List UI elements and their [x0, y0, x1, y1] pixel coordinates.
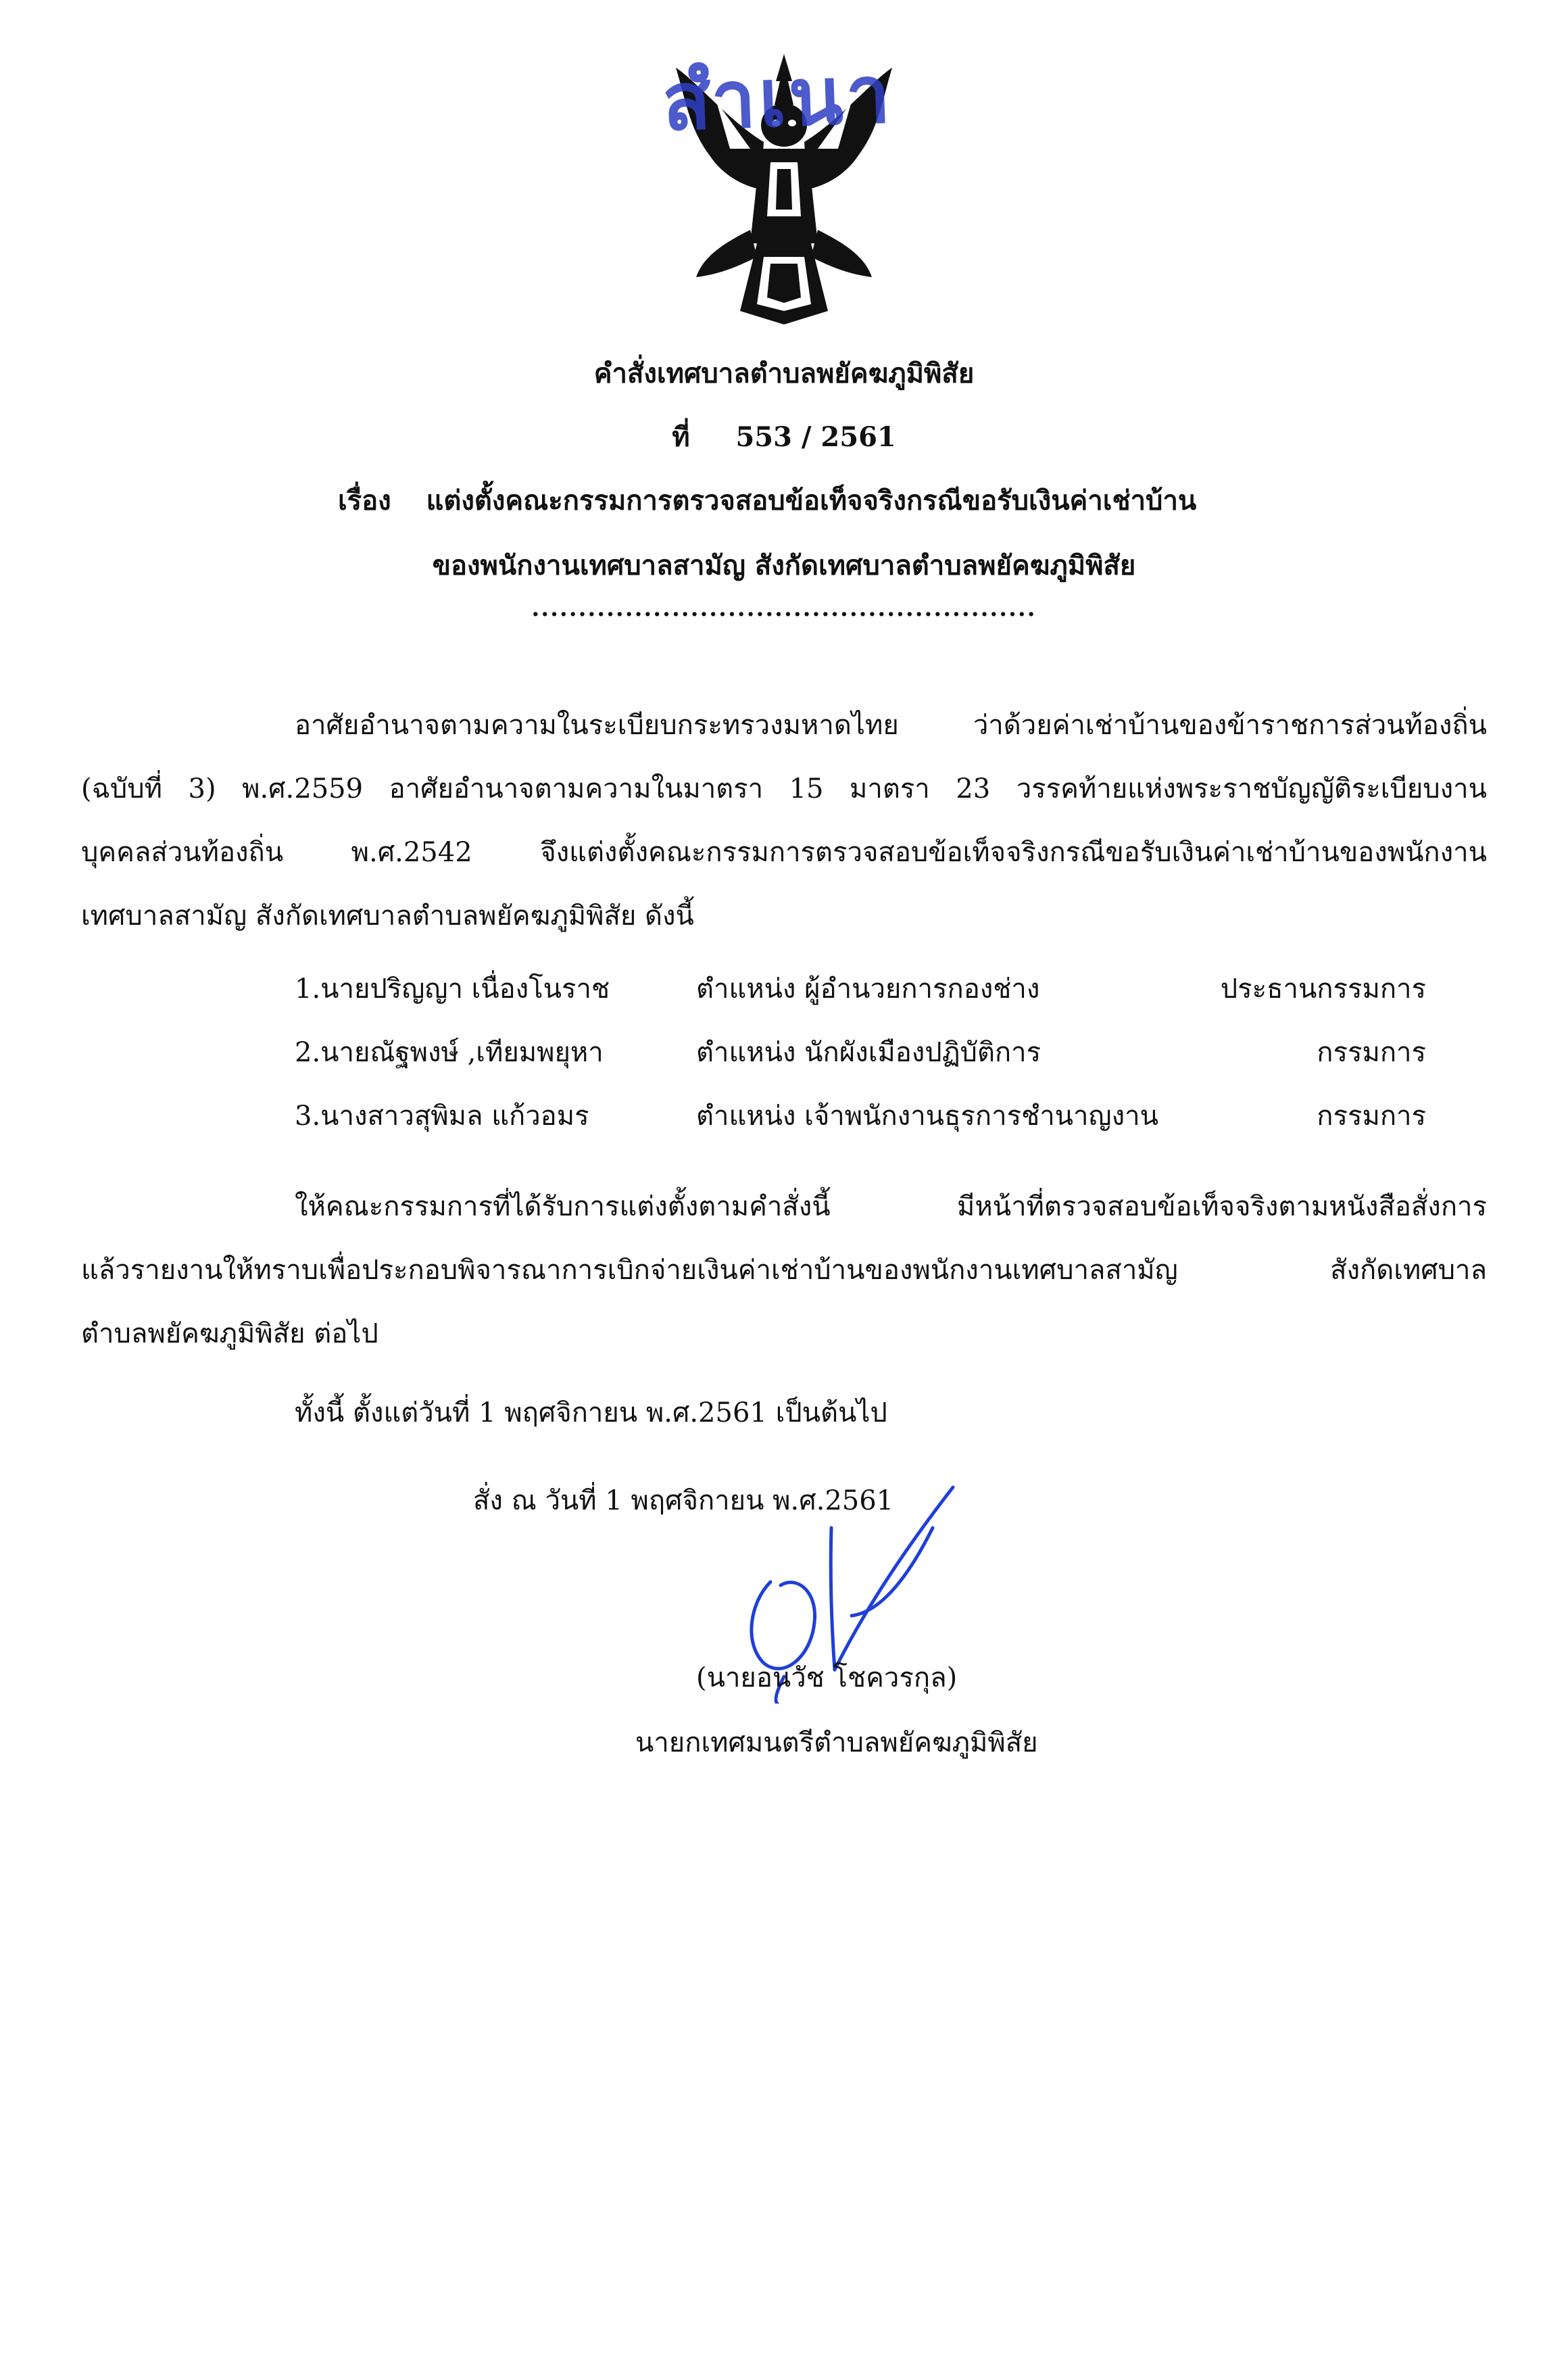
paragraph2-line-2: แล้วรายงานให้ทราบเพื่อประกอบพิจารณาการเบิกจ่ายเงินค่าเช่าบ้านของพนักงานเทศบาลสามัญ สังกัดเทศบาล — [81, 1255, 1487, 1286]
header-separator: ...................................................... — [531, 595, 1037, 622]
subject-label: เรื่อง — [338, 485, 391, 516]
ordered-date: สั่ง ณ วันที่ 1 พฤศจิกายน พ.ศ.2561 — [473, 1485, 894, 1516]
committee-role-3: กรรมการ — [1317, 1101, 1426, 1132]
paragraph2-line-1: ให้คณะกรรมการที่ได้รับการแต่งตั้งตามคำสั่งนี้ มีหน้าที่ตรวจสอบข้อเท็จจริงตามหนังสือสั่งการ — [295, 1191, 1487, 1222]
paragraph1-line-3: บุคคลส่วนท้องถิ่น พ.ศ.2542 จึงแต่งตั้งคณะกรรมการตรวจสอบข้อเท็จจริงกรณีขอรับเงินค่าเช่าบ้านของพนักงาน — [81, 837, 1487, 868]
signer-title: นายกเทศมนตรีตำบลพยัคฆภูมิพิสัย — [635, 1727, 1038, 1758]
committee-position-1: ตำแหน่ง ผู้อำนวยการกองช่าง — [696, 973, 1040, 1005]
order-number-label: ที่ — [672, 421, 690, 453]
committee-name-2: 2.นายณัฐพงษ์ ,เทียมพยุหา — [295, 1037, 604, 1068]
paragraph1-line-4: เทศบาลสามัญ สังกัดเทศบาลตำบลพยัคฆภูมิพิสัย ดังนี้ — [81, 900, 694, 932]
committee-position-3: ตำแหน่ง เจ้าพนักงานธุรการชำนาญงาน — [696, 1101, 1158, 1132]
paragraph1-line-1: อาศัยอำนาจตามความในระเบียบกระทรวงมหาดไทย ว่าด้วยค่าเช่าบ้านของข้าราชการส่วนท้องถิ่น — [295, 710, 1487, 741]
paragraph2-line-3: ตำบลพยัคฆภูมิพิสัย ต่อไป — [81, 1318, 378, 1349]
order-title: คำสั่งเทศบาลตำบลพยัคฆภูมิพิสัย — [593, 358, 975, 389]
order-number-line — [0, 415, 1568, 458]
effective-date: ทั้งนี้ ตั้งแต่วันที่ 1 พฤศจิกายน พ.ศ.2561 เป็นต้นไป — [295, 1397, 887, 1428]
subject-line-2: ของพนักงานเทศบาลสามัญ สังกัดเทศบาลตำบลพยัคฆภูมิพิสัย — [432, 550, 1136, 581]
committee-name-1: 1.นายปริญญา เนื่องโนราช — [295, 973, 610, 1005]
committee-role-1: ประธานกรรมการ — [1220, 973, 1426, 1005]
subject-text: แต่งตั้งคณะกรรมการตรวจสอบข้อเท็จจริงกรณีขอรับเงินค่าเช่าบ้าน — [426, 485, 1197, 516]
order-number: 553 / 2561 — [735, 421, 896, 453]
signer-name: (นายอนวัช โชควรกุล) — [696, 1662, 958, 1693]
committee-name-3: 3.นางสาวสุพิมล แก้วอมร — [295, 1101, 589, 1132]
committee-role-2: กรรมการ — [1317, 1037, 1426, 1068]
copy-stamp: สำเนา — [660, 47, 895, 149]
subject-line-1 — [338, 479, 1196, 522]
paragraph1-line-2: (ฉบับที่ 3) พ.ศ.2559 อาศัยอำนาจตามความในมาตรา 15 มาตรา 23 วรรคท้ายแห่งพระราชบัญญัติระเบียบงาน — [81, 773, 1487, 804]
committee-position-2: ตำแหน่ง นักผังเมืองปฏิบัติการ — [696, 1037, 1042, 1068]
